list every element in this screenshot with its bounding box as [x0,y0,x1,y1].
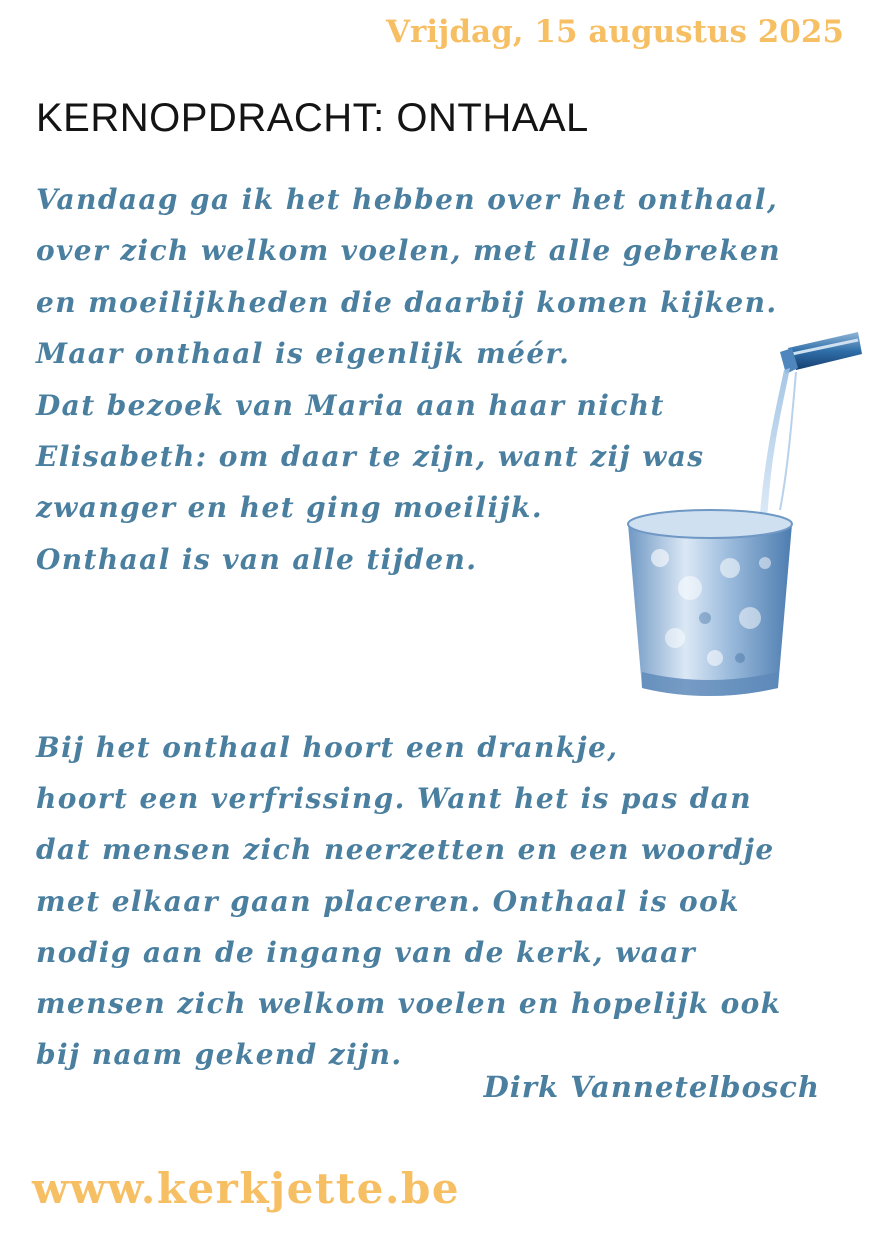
text-line: Onthaal is van alle tijden. [36,542,478,576]
text-line: nodig aan de ingang van de kerk, waar [36,935,696,969]
date-heading: Vrijdag, 15 augustus 2025 [385,14,844,50]
text-line: Dat bezoek van Maria aan haar nicht [36,388,665,422]
text-line: zwanger en het ging moeilijk. [36,491,543,525]
paragraph-refreshment [36,722,782,1080]
text-line: met elkaar gaan placeren. Onthaal is ook [36,884,740,918]
text-line: hoort een verfrissing. Want het is pas dan [36,782,753,816]
text-line: mensen zich welkom voelen en hopelijk ook [36,987,782,1021]
text-line: Elisabeth: om daar te zijn, want zij was [36,440,705,474]
text-line: Bij het onthaal hoort een drankje, [36,731,619,764]
text-line: dat mensen zich neerzetten en een woordje [36,833,775,867]
page-title: KERNOPDRACHT: ONTHAAL [36,96,589,140]
water-glass-pouring-icon [620,328,865,708]
text-line: en moeilijkheden die daarbij komen kijken. [36,285,778,319]
text-line: Vandaag ga ik het hebben over het onthaal, [36,183,779,216]
text-line: Maar onthaal is eigenlijk méér. [36,337,571,371]
text-line: over zich welkom voelen, met alle gebreken [36,234,782,268]
website-link[interactable]: www.kerkjette.be [32,1164,461,1213]
author-signature: Dirk Vannetelbosch [483,1070,820,1104]
text-line: bij naam gekend zijn. [36,1038,403,1072]
